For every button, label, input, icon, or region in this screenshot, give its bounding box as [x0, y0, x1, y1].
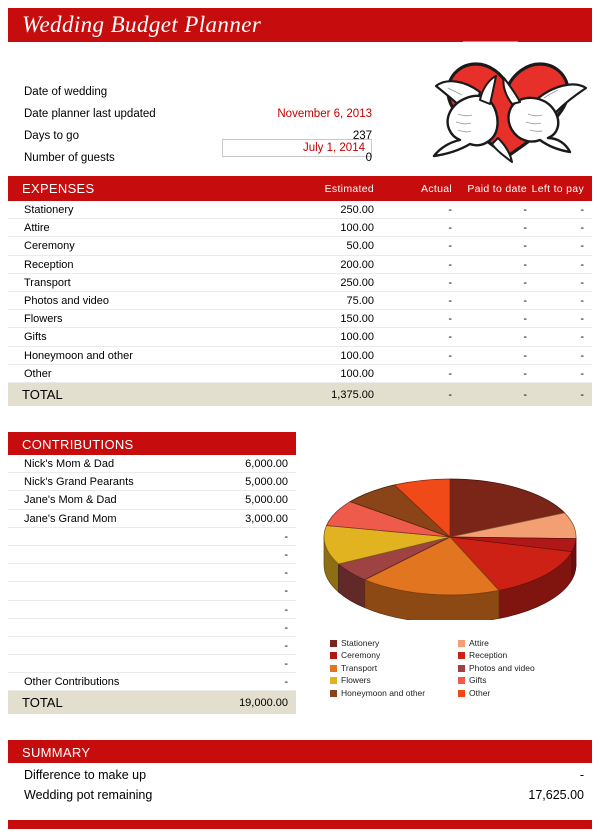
expense-paid-to-date[interactable]: -	[523, 294, 527, 307]
legend-item	[458, 663, 578, 675]
expense-paid-to-date[interactable]: -	[523, 367, 527, 380]
expense-left-to-pay: -	[580, 276, 584, 289]
expense-actual[interactable]: -	[448, 331, 452, 344]
column-header-estimated: Estimated	[324, 183, 374, 195]
contribution-source: Nick's Mom & Dad	[24, 458, 115, 470]
summary-label: Difference to make up	[24, 768, 147, 782]
legend-swatch-icon	[458, 665, 465, 672]
expense-estimated[interactable]: 100.00	[340, 222, 374, 235]
legend-swatch-icon	[330, 677, 337, 684]
info-value-days-to-go: 237	[352, 130, 372, 142]
list-item[interactable]	[8, 564, 296, 582]
expense-actual[interactable]: -	[448, 276, 452, 289]
expense-paid-to-date[interactable]: -	[523, 349, 527, 362]
contributions-total-row	[8, 691, 296, 714]
expense-estimated[interactable]: 200.00	[340, 258, 374, 271]
app-title-bar	[8, 8, 592, 42]
expense-category: Ceremony	[24, 240, 75, 253]
expense-estimated[interactable]: 100.00	[340, 331, 374, 344]
legend-column-left	[330, 638, 450, 700]
list-item[interactable]	[8, 455, 296, 473]
expense-actual[interactable]: -	[448, 313, 452, 326]
contributions-section-label: CONTRIBUTIONS	[22, 437, 134, 452]
legend-label: Other	[469, 687, 491, 698]
table-row[interactable]	[8, 365, 592, 383]
list-item[interactable]	[8, 655, 296, 673]
summary-label: Wedding pot remaining	[24, 788, 153, 802]
expense-left-to-pay: -	[580, 331, 584, 344]
legend-label: Reception	[469, 650, 508, 661]
legend-item	[458, 675, 578, 687]
expenses-section-label: EXPENSES	[22, 181, 95, 196]
legend-item	[330, 650, 450, 662]
wedding-date-value: July 1, 2014	[302, 142, 365, 154]
info-value-guest-count[interactable]: 0	[365, 152, 372, 164]
table-row[interactable]	[8, 201, 592, 219]
pie-chart-canvas	[306, 455, 594, 620]
legend-label: Honeymoon and other	[341, 687, 426, 698]
expense-actual[interactable]: -	[448, 240, 452, 253]
list-item[interactable]	[8, 619, 296, 637]
list-item[interactable]	[8, 673, 296, 691]
table-row[interactable]	[8, 256, 592, 274]
expense-estimated[interactable]: 250.00	[340, 276, 374, 289]
column-header-left-to-pay: Left to pay	[531, 183, 584, 195]
legend-item	[330, 638, 450, 650]
list-item[interactable]	[8, 637, 296, 655]
contribution-amount[interactable]: -	[284, 658, 288, 671]
legend-item	[458, 650, 578, 662]
contribution-amount[interactable]: 3,000.00	[245, 512, 288, 525]
expense-category: Stationery	[24, 204, 74, 216]
table-row[interactable]	[8, 328, 592, 346]
contribution-source: Nick's Grand Pearants	[24, 476, 134, 489]
expense-estimated[interactable]: 250.00	[340, 204, 374, 216]
legend-label: Ceremony	[341, 650, 381, 661]
expenses-total-row	[8, 383, 592, 406]
table-row[interactable]	[8, 347, 592, 365]
expense-category: Gifts	[24, 331, 47, 344]
table-row[interactable]	[8, 310, 592, 328]
legend-label: Attire	[469, 638, 489, 648]
legend-item	[330, 688, 450, 700]
expense-left-to-pay: -	[580, 240, 584, 253]
summary-row	[8, 788, 592, 808]
contribution-amount[interactable]: -	[284, 585, 288, 598]
contribution-amount[interactable]: -	[284, 567, 288, 580]
expense-category: Flowers	[24, 313, 63, 326]
list-item[interactable]	[8, 546, 296, 564]
legend-item	[458, 638, 578, 650]
expense-actual[interactable]: -	[448, 258, 452, 271]
expense-left-to-pay: -	[580, 258, 584, 271]
info-value-last-updated: November 6, 2013	[277, 108, 372, 120]
legend-label: Gifts	[469, 675, 487, 686]
expense-estimated[interactable]: 150.00	[340, 313, 374, 326]
table-row[interactable]	[8, 274, 592, 292]
expenses-total-actual: -	[448, 388, 452, 401]
expenses-total-left: -	[580, 388, 584, 401]
info-label-days-to-go: Days to go	[24, 130, 79, 142]
expense-paid-to-date[interactable]: -	[523, 240, 527, 253]
expense-actual[interactable]: -	[448, 294, 452, 307]
column-header-actual: Actual	[421, 183, 452, 195]
contribution-amount[interactable]: -	[284, 639, 288, 652]
page-title: Wedding Budget Planner	[22, 12, 262, 37]
expense-category: Honeymoon and other	[24, 349, 133, 362]
legend-column-right	[458, 638, 578, 700]
table-row[interactable]	[8, 219, 592, 237]
info-label-wedding-date: Date of wedding	[24, 86, 108, 98]
legend-swatch-icon	[458, 690, 465, 697]
expense-category: Attire	[24, 222, 50, 235]
title-decorative-rule	[463, 41, 518, 42]
expense-category: Transport	[24, 276, 71, 289]
expense-paid-to-date[interactable]: -	[523, 313, 527, 326]
contributions-total-amount: 19,000.00	[239, 697, 288, 710]
expense-actual[interactable]: -	[448, 204, 452, 216]
legend-swatch-icon	[330, 640, 337, 647]
contribution-source: Jane's Mom & Dad	[24, 494, 117, 507]
expense-category: Photos and video	[24, 294, 110, 307]
legend-swatch-icon	[458, 640, 465, 647]
contribution-amount[interactable]: -	[284, 676, 288, 689]
heart-with-doves-icon	[424, 52, 592, 170]
expenses-total-label: TOTAL	[22, 386, 63, 402]
expense-actual[interactable]: -	[448, 222, 452, 235]
legend-swatch-icon	[330, 665, 337, 672]
expense-estimated[interactable]: 75.00	[346, 294, 374, 307]
legend-label: Photos and video	[469, 662, 535, 673]
list-item[interactable]	[8, 491, 296, 509]
expenses-table	[8, 201, 592, 406]
legend-item	[458, 688, 578, 700]
table-row[interactable]	[8, 292, 592, 310]
expense-estimated[interactable]: 50.00	[346, 240, 374, 253]
legend-swatch-icon	[458, 677, 465, 684]
contribution-amount[interactable]: 5,000.00	[245, 476, 288, 489]
list-item[interactable]	[8, 473, 296, 491]
legend-swatch-icon	[330, 690, 337, 697]
expense-estimated[interactable]: 100.00	[340, 349, 374, 362]
contribution-source: Other Contributions	[24, 676, 120, 689]
legend-item	[330, 663, 450, 675]
expense-category: Other	[24, 367, 52, 380]
expense-paid-to-date[interactable]: -	[523, 204, 527, 216]
contributions-total-label: TOTAL	[22, 695, 63, 711]
summary-section-header	[8, 740, 592, 763]
expense-category: Reception	[24, 258, 74, 271]
expenses-pie-chart	[306, 455, 594, 705]
expense-actual[interactable]: -	[448, 367, 452, 380]
summary-section-label: SUMMARY	[22, 745, 91, 760]
column-header-paid-to-date: Paid to date	[467, 183, 527, 195]
summary-amount: 17,625.00	[528, 788, 584, 802]
legend-label: Flowers	[341, 675, 371, 686]
expense-left-to-pay: -	[580, 222, 584, 235]
legend-swatch-icon	[458, 652, 465, 659]
legend-label: Stationery	[341, 638, 380, 648]
expenses-section-header	[8, 176, 592, 201]
info-label-last-updated: Date planner last updated	[24, 108, 156, 120]
summary-amount: -	[579, 768, 584, 782]
list-item[interactable]	[8, 582, 296, 600]
legend-item	[330, 675, 450, 687]
contribution-amount[interactable]: 6,000.00	[245, 458, 288, 470]
list-item[interactable]	[8, 601, 296, 619]
legend-label: Transport	[341, 662, 378, 673]
list-item[interactable]	[8, 510, 296, 528]
contribution-amount[interactable]: -	[284, 530, 288, 543]
summary-row	[8, 768, 592, 788]
footer-bar	[8, 820, 592, 829]
expense-paid-to-date[interactable]: -	[523, 276, 527, 289]
contributions-table	[8, 455, 296, 714]
expenses-total-paid: -	[523, 388, 527, 401]
expense-left-to-pay: -	[580, 349, 584, 362]
summary-table	[8, 768, 592, 808]
table-row[interactable]	[8, 237, 592, 255]
contribution-source: Jane's Grand Mom	[24, 512, 117, 525]
expense-left-to-pay: -	[580, 204, 584, 216]
expense-estimated[interactable]: 100.00	[340, 367, 374, 380]
info-label-guest-count: Number of guests	[24, 152, 115, 164]
contribution-amount[interactable]: -	[284, 621, 288, 634]
contribution-amount[interactable]: -	[284, 548, 288, 561]
legend-swatch-icon	[330, 652, 337, 659]
expense-actual[interactable]: -	[448, 349, 452, 362]
expense-left-to-pay: -	[580, 367, 584, 380]
contributions-section-header	[8, 432, 296, 455]
contribution-amount[interactable]: -	[284, 603, 288, 616]
expense-left-to-pay: -	[580, 294, 584, 307]
contribution-amount[interactable]: 5,000.00	[245, 494, 288, 507]
expense-paid-to-date[interactable]: -	[523, 222, 527, 235]
list-item[interactable]	[8, 528, 296, 546]
expense-paid-to-date[interactable]: -	[523, 331, 527, 344]
expenses-total-estimated: 1,375.00	[331, 388, 374, 401]
expense-paid-to-date[interactable]: -	[523, 258, 527, 271]
expense-left-to-pay: -	[580, 313, 584, 326]
